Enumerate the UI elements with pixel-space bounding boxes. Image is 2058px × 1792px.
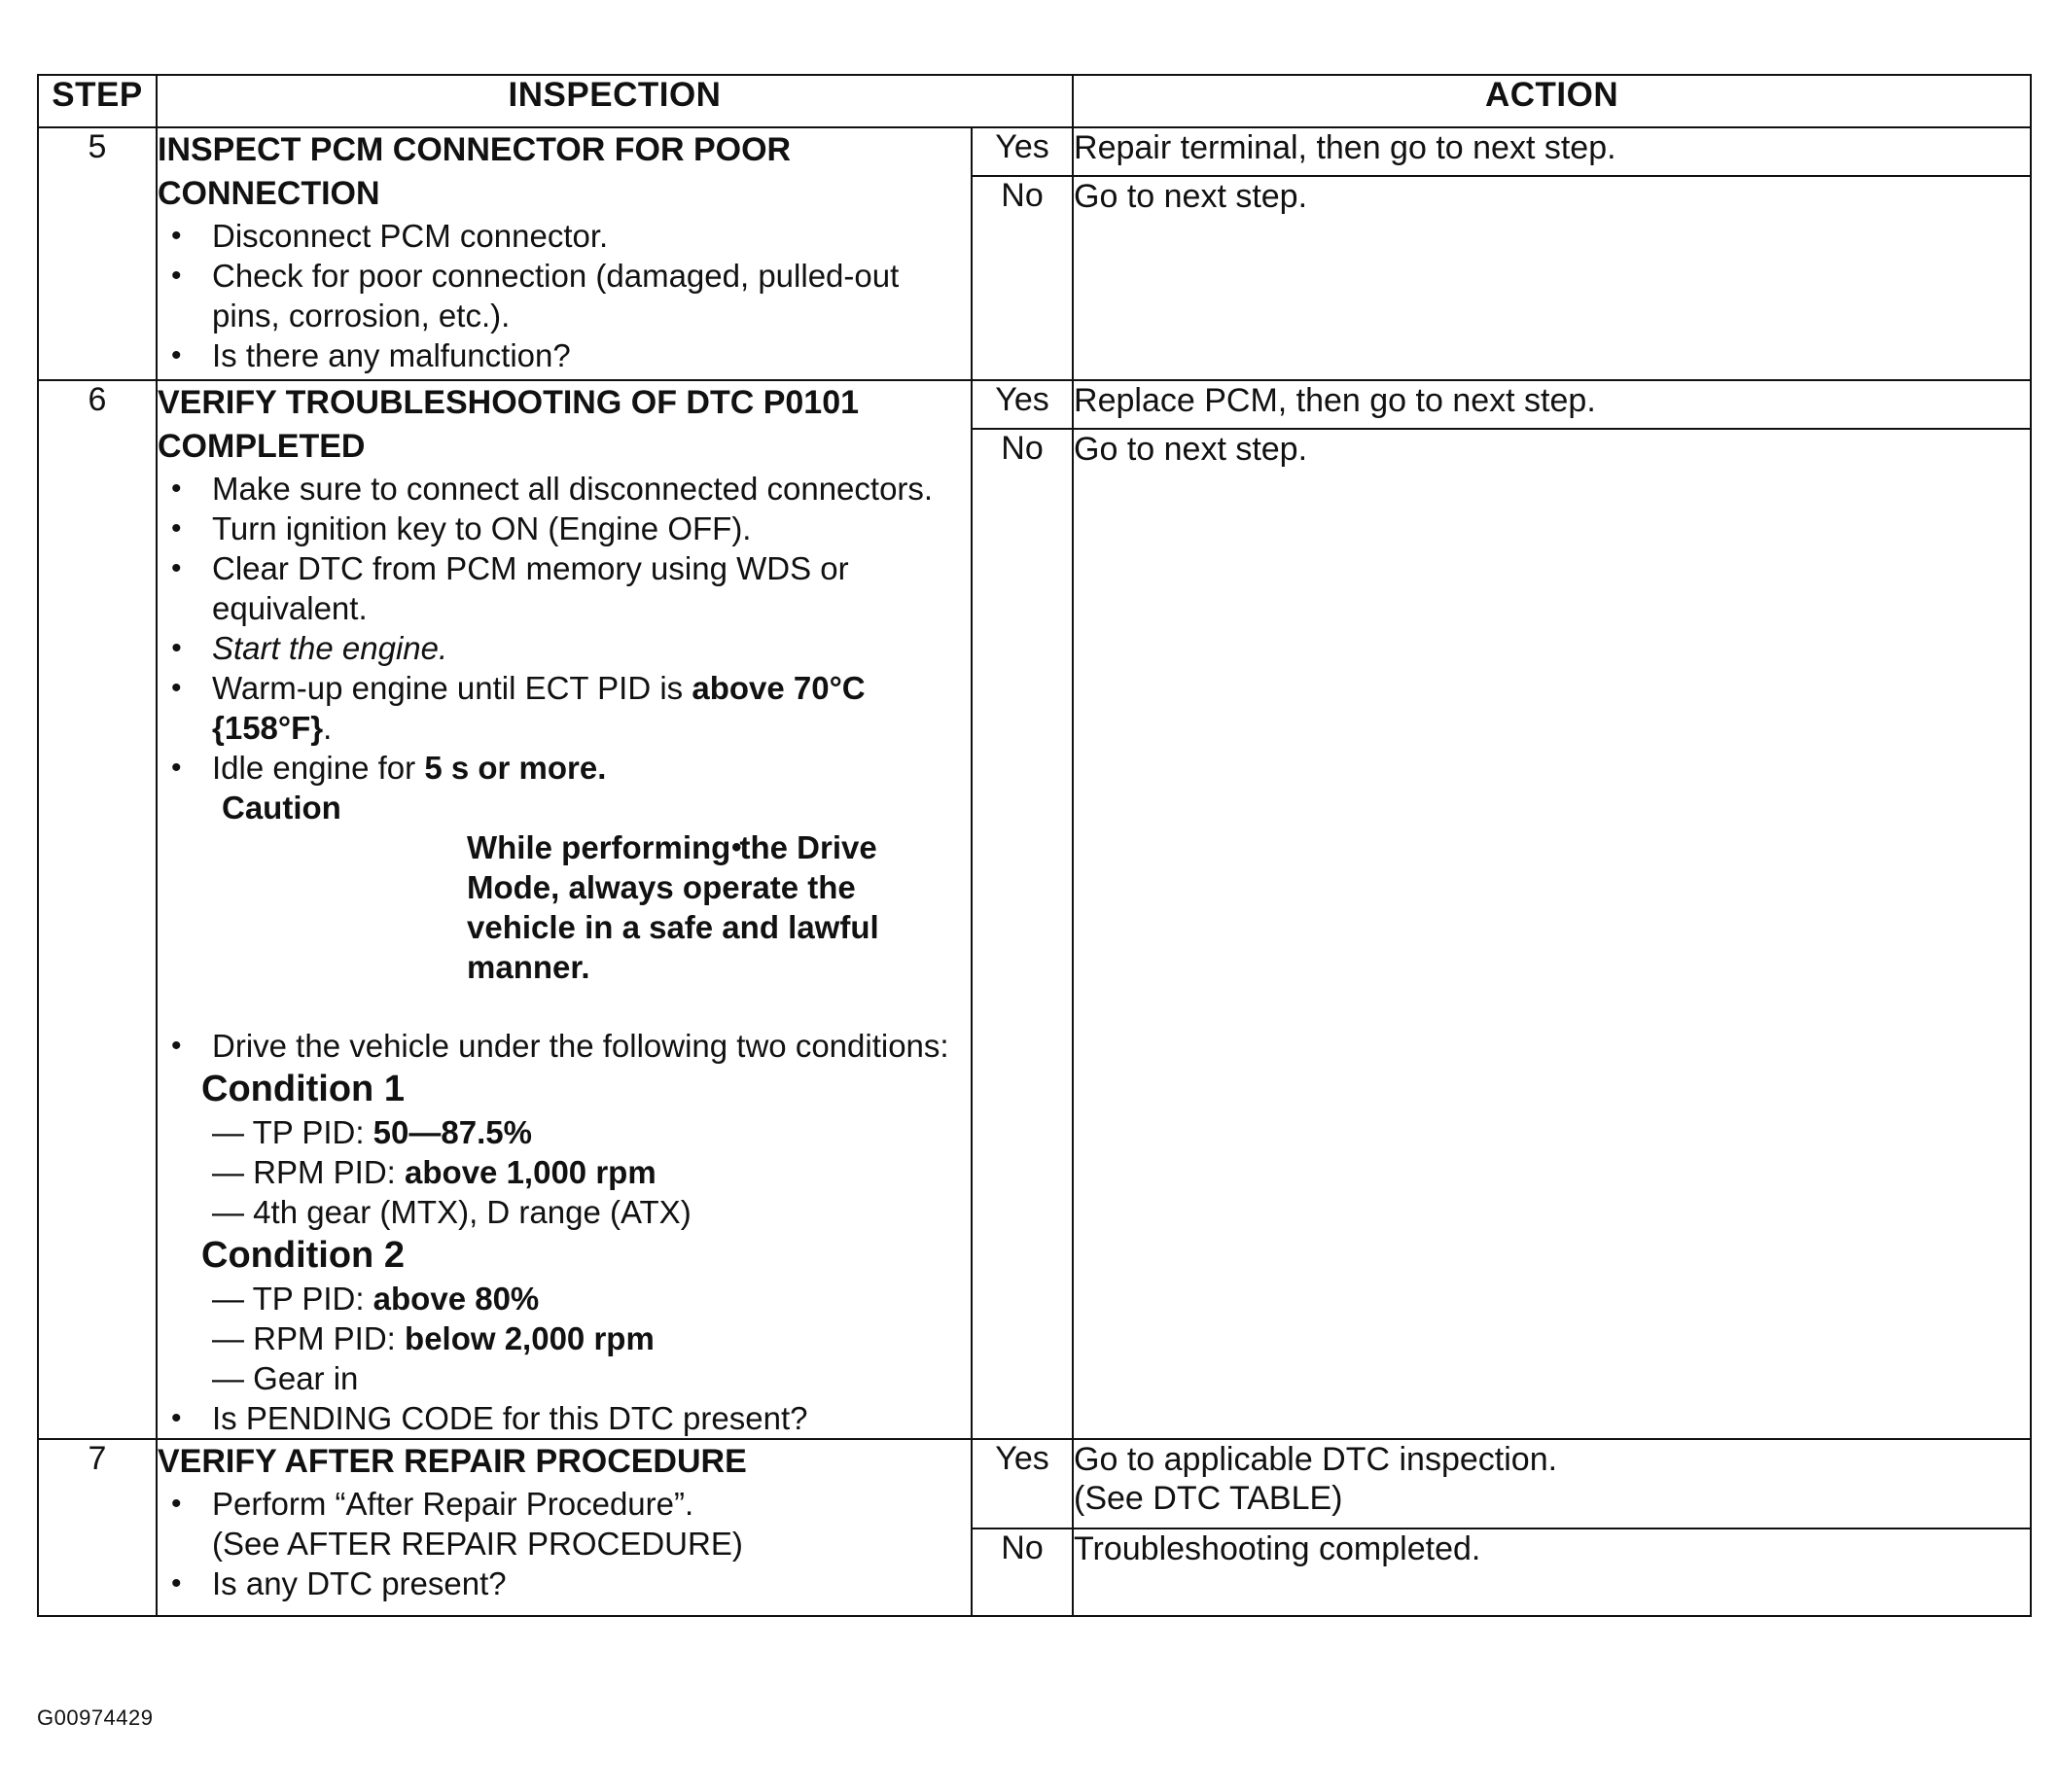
step-7-yes-action [1073, 1439, 2031, 1528]
step-7-no-label: No [972, 1528, 1073, 1616]
troubleshooting-table [37, 74, 2032, 1617]
header-action: ACTION [1073, 75, 2031, 127]
step-6-inspection [157, 380, 972, 1439]
step-6-yes-action: Replace PCM, then go to next step. [1073, 380, 2031, 429]
step-6-no-label: No [972, 429, 1073, 1439]
step-5-bullet-3: • Is there any malfunction? [158, 335, 971, 375]
step-5-title-line1: INSPECT PCM CONNECTOR FOR POOR [158, 131, 792, 168]
step-7-bullet-1 [158, 1484, 971, 1564]
step-6-bullet-2: • Turn ignition key to ON (Engine OFF). [158, 509, 971, 548]
condition-1-tp [158, 1112, 971, 1152]
step-7-title: VERIFY AFTER REPAIR PROCEDURE [158, 1443, 747, 1480]
step-6-bullet-4: • Start the engine. [158, 628, 971, 668]
step-5-bullet-2: • Check for poor connection (damaged, pulled-out pins, corrosion, etc.). [158, 256, 971, 335]
step-7-number: 7 [38, 1439, 157, 1616]
step-6-title-line2: COMPLETED [158, 428, 366, 465]
step-5-inspection [157, 127, 972, 380]
step-7-bullets [158, 1484, 971, 1603]
c1-tp-label: — TP PID: [212, 1114, 373, 1150]
step-7-yes-action-line2: (See DTC TABLE) [1074, 1480, 1343, 1517]
caution-label: Caution [222, 790, 341, 826]
step-5-yes-row [38, 127, 2031, 176]
warmup-bold: above 70°C {158°F} [212, 670, 866, 746]
step-6-drive-list [158, 1026, 971, 1066]
step-5-bullets [158, 216, 971, 375]
step-7-yes-action-line1: Go to applicable DTC inspection. [1074, 1441, 1558, 1478]
condition-2-rpm [158, 1318, 971, 1358]
step-6-final-list [158, 1398, 971, 1438]
step-6-yes-label: Yes [972, 380, 1073, 429]
condition-1-rpm [158, 1152, 971, 1192]
step-7-yes-label: Yes [972, 1439, 1073, 1528]
header-inspection: INSPECTION [157, 75, 1073, 127]
step-6-number: 6 [38, 380, 157, 1439]
caution-text: • While performing the Drive Mode, always operate the vehicle in a safe and lawful manner. [467, 827, 971, 987]
step-6-bullet-drive: • Drive the vehicle under the following two conditions: [158, 1026, 971, 1066]
c1-rpm-label: — RPM PID: [212, 1154, 406, 1190]
step-5-yes-label: Yes [972, 127, 1073, 176]
condition-2-title: Condition 2 [201, 1235, 405, 1276]
step-6-no-action: Go to next step. [1073, 429, 2031, 1439]
condition-1-gear: — 4th gear (MTX), D range (ATX) [212, 1194, 692, 1230]
warmup-end: . [323, 710, 333, 746]
step-6-final-question: • Is PENDING CODE for this DTC present? [158, 1398, 971, 1438]
step-5-number: 5 [38, 127, 157, 380]
condition-2-tp [158, 1279, 971, 1318]
c2-tp-label: — TP PID: [212, 1281, 373, 1317]
caution-list [158, 827, 971, 987]
step-5-no-action: Go to next step. [1073, 176, 2031, 380]
c1-tp-value: 50—87.5% [373, 1114, 532, 1150]
c2-rpm-label: — RPM PID: [212, 1320, 406, 1356]
step-7-yes-row [38, 1439, 2031, 1528]
step-6-bullet-1: • Make sure to connect all disconnected connectors. [158, 469, 971, 509]
step-6-bullet-3: • Clear DTC from PCM memory using WDS or equivalent. [158, 548, 971, 628]
idle-text: Idle engine for [212, 750, 425, 786]
step-6-yes-row [38, 380, 2031, 429]
step-5-yes-action: Repair terminal, then go to next step. [1073, 127, 2031, 176]
step-5-no-label: No [972, 176, 1073, 380]
step-7-bullet-2: • Is any DTC present? [158, 1564, 971, 1603]
c2-rpm-value: below 2,000 rpm [405, 1320, 655, 1356]
step-6-title-line1: VERIFY TROUBLESHOOTING OF DTC P0101 [158, 384, 860, 421]
c2-tp-value: above 80% [373, 1281, 540, 1317]
step-7-bullet-1-cont: (See AFTER REPAIR PROCEDURE) [212, 1526, 743, 1562]
idle-bold: 5 s or more. [424, 750, 607, 786]
c1-rpm-value: above 1,000 rpm [405, 1154, 656, 1190]
condition-1-title: Condition 1 [201, 1069, 405, 1109]
step-7-inspection [157, 1439, 972, 1616]
step-7-no-action: Troubleshooting completed. [1073, 1528, 2031, 1616]
warmup-text: Warm-up engine until ECT PID is [212, 670, 692, 706]
step-5-bullet-1: • Disconnect PCM connector. [158, 216, 971, 256]
step-6-bullet-idle [158, 748, 971, 788]
step-6-bullet-warmup [158, 668, 971, 748]
header-step: STEP [38, 75, 157, 127]
figure-code: G00974429 [37, 1705, 154, 1730]
condition-2-gear: — Gear in [212, 1360, 359, 1396]
step-6-bullets [158, 469, 971, 788]
header-row [38, 75, 2031, 127]
step-5-title-line2: CONNECTION [158, 175, 380, 212]
step-7-bullet-1-text: Perform “After Repair Procedure”. [212, 1486, 694, 1522]
